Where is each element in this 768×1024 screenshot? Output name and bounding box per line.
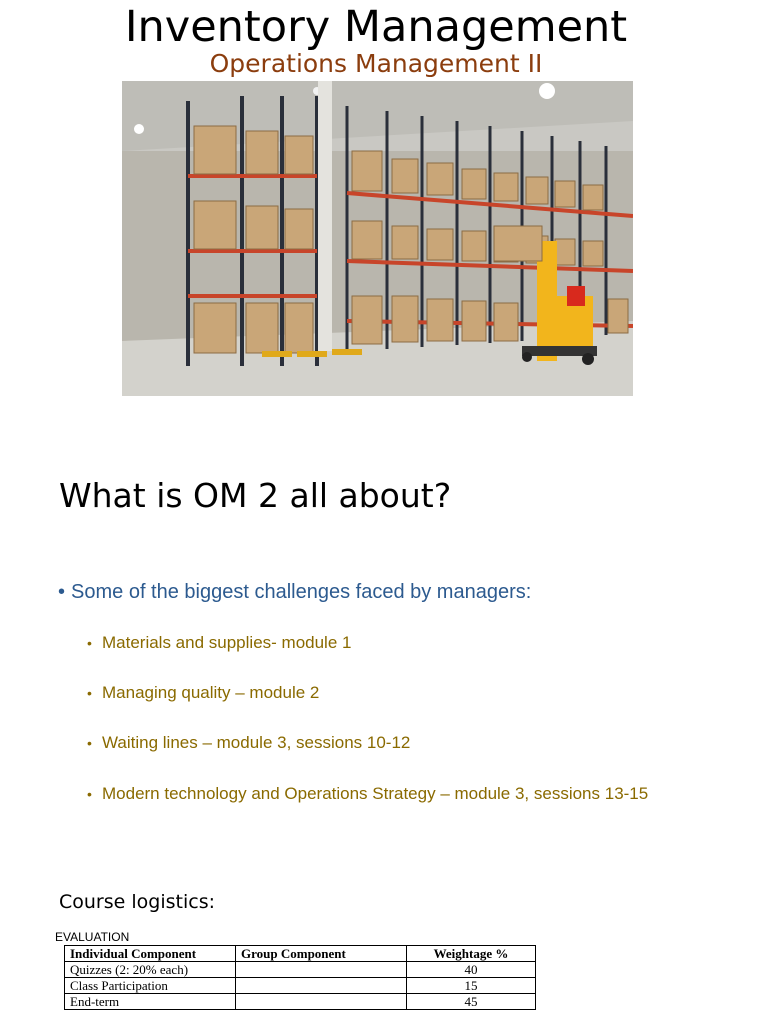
bullet-dot-icon: • [87,685,92,701]
evaluation-table [64,945,536,1010]
sub-bullet-text: Modern technology and Operations Strategy – module 3, sessions 13-15 [102,784,649,803]
bullet-dot-icon: • [58,581,66,603]
page-subtitle: Operations Management II [209,49,543,78]
warehouse-image [122,81,633,396]
section-heading: What is OM 2 all about? [59,476,452,515]
table-cell: Class Participation [65,978,236,994]
table-cell: 40 [407,962,536,978]
table-cell [236,978,407,994]
page-title: Inventory Management [124,2,628,52]
column-header [65,946,236,962]
table-row [65,994,536,1010]
table-cell: 15 [407,978,536,994]
sub-bullet-item [87,681,319,705]
table-cell: End-term [65,994,236,1010]
table-cell [236,962,407,978]
column-header-text: Group Component [241,946,346,961]
logistics-heading: Course logistics: [59,891,215,913]
table-row [65,962,536,978]
table-header-row [65,946,536,962]
bullet-main [58,578,531,606]
table-cell [236,994,407,1010]
bullet-dot-icon: • [87,635,92,651]
column-header [407,946,536,962]
bullet-dot-icon: • [87,735,92,751]
sub-bullet-text: Managing quality – module 2 [102,683,320,702]
sub-bullet-item [87,782,648,806]
sub-bullet-item [87,731,410,755]
table-row [65,978,536,994]
warehouse-illustration [122,81,633,396]
bullet-dot-icon: • [87,786,92,802]
column-header-text: Weightage % [433,946,509,961]
evaluation-label: EVALUATION [55,930,130,944]
column-header [236,946,407,962]
table-cell: Quizzes (2: 20% each) [65,962,236,978]
table-cell: 45 [407,994,536,1010]
column-header-text: Individual Component [70,946,197,961]
sub-bullet-item [87,631,351,655]
sub-bullet-text: Waiting lines – module 3, sessions 10-12 [102,733,411,752]
sub-bullet-text: Materials and supplies- module 1 [102,633,352,652]
bullet-main-text: Some of the biggest challenges faced by managers: [71,581,532,603]
